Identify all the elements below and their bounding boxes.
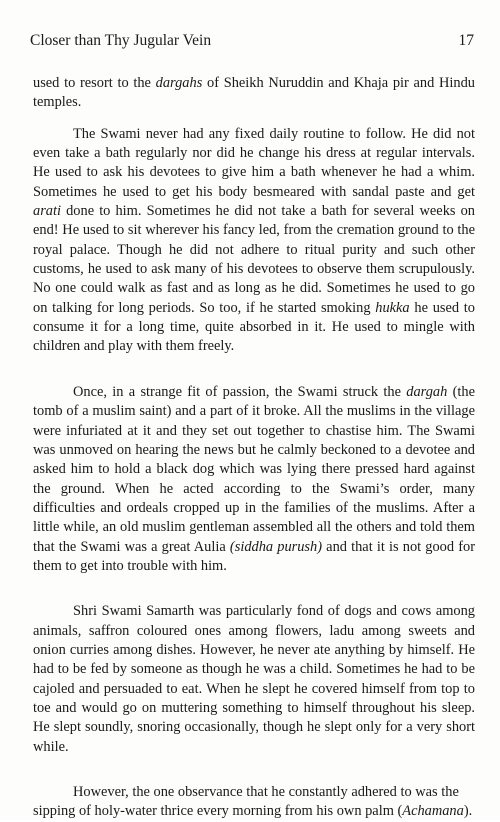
paragraph-dargah (33, 383, 475, 576)
text-run: of Sheikh Nuruddin and Khaja pir and Hindu temples. (33, 75, 475, 111)
text-run: used to resort to the (33, 75, 156, 91)
italic-term: dargahs (155, 75, 203, 91)
paragraph-achamana (33, 783, 475, 822)
text-run: he used to consume it for a long time, quite absorbed in it. He used to mingle with children and play with them freely. (33, 299, 475, 355)
paragraph-fondness (33, 602, 475, 757)
running-title: Closer than Thy Jugular Vein (30, 32, 212, 49)
text-run: However, the one observance that he constantly adhered to was the sipping of holy-water thrice every morning from his own palm ( (33, 784, 459, 820)
italic-term: (siddha purush) (229, 538, 323, 555)
text-run: Shri Swami Samarth was particularly fond of dogs and cows among animals, saffron coloured ones among flowers, ladu among sweets and onion curries among dishes. However, he never ate anything by himself. He had to be fed by someone as though he was a child. Sometimes he had to be cajoled and persuaded to eat. When he slept he covered himself from top to toe and would go on muttering something to himself throughout his sleep. He slept soundly, snoring occasionally, though he slept only for a very short while. (33, 603, 475, 755)
paragraph-continuation (33, 74, 475, 113)
text-run: and that it is not good for them to get into trouble with him. (33, 538, 476, 574)
italic-term: dargah (406, 383, 448, 400)
paragraph-routine (33, 125, 475, 357)
text-run: ). (463, 803, 473, 820)
body-text (33, 74, 475, 822)
running-header (30, 30, 474, 52)
page-number: 17 (458, 32, 474, 49)
italic-term: arati (33, 203, 61, 220)
text-run: (the tomb of a muslim saint) and a part of it broke. All the muslims in the village were infuriated at it and they set out together to chastise him. The Swami was unmoved on hearing the news but he calmly beckoned to a devotee and asked him to hold a black dog which was lying there pressed hard against the ground. When he acted according to the Swami’s order, many difficulties and ordeals cropped up in the families of the muslims. After a little while, an old muslim gentleman assembled all the others and told them that the Swami was a great Aulia (33, 383, 475, 555)
text-run: done to him. Sometimes he did not take a bath for several weeks on end! He used to sit wherever his fancy led, from the cremation ground to the royal palace. Though he did not adhere to ritual purity and such other customs, he used to ask many of his devotees to observe them scrupulously. No one could walk as fast and as long as he did. Sometimes he used to go on talking for long periods. So too, if he started smoking (33, 203, 475, 316)
text-run: Once, in a strange fit of passion, the Swami struck the (73, 383, 407, 400)
text-run: The Swami never had any fixed daily routine to follow. He did not even take a bath regularly nor did he change his dress at regular intervals. He used to ask his devotees to give him a bath whenever he had a whim. Sometimes he used to get his body besmeared with sandal paste and get (33, 125, 475, 200)
italic-term: Achamana (402, 803, 464, 820)
italic-term: hukka (375, 299, 410, 316)
